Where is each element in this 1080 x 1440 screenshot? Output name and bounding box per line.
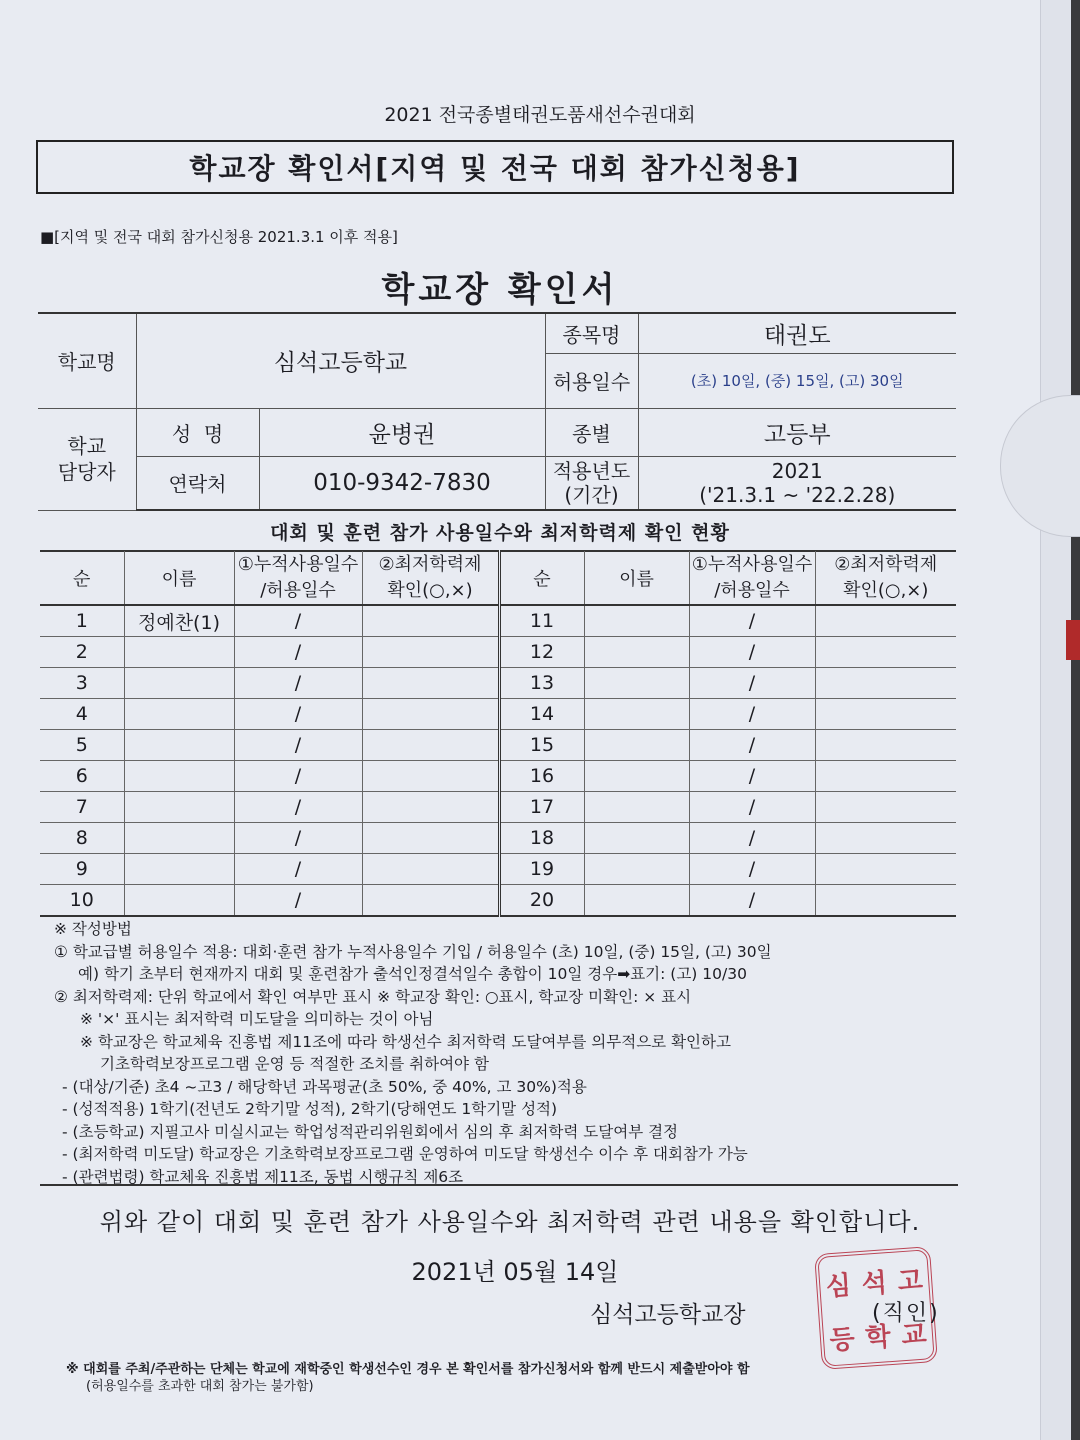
used-days: / [689, 730, 815, 761]
used-days: / [234, 637, 362, 668]
row-number: 2 [40, 637, 124, 668]
student-name [124, 854, 234, 885]
period-label: 적용년도 (기간) [545, 456, 638, 510]
achievement-check [362, 637, 499, 668]
row-number: 15 [499, 730, 584, 761]
used-days: / [234, 823, 362, 854]
records-body [40, 605, 956, 916]
student-name [584, 854, 689, 885]
division-value: 고등부 [638, 408, 956, 456]
achievement-check [362, 823, 499, 854]
used-days: / [234, 605, 362, 637]
used-days: / [689, 637, 815, 668]
school-label: 학교명 [38, 313, 136, 408]
seal-char: 고 [896, 1265, 924, 1297]
header-days-right: ①누적사용일수 /허용일수 [689, 551, 815, 605]
student-name [584, 730, 689, 761]
row-number: 16 [499, 761, 584, 792]
period-value: 2021 ('21.3.1 ~ '22.2.28) [638, 456, 956, 510]
row-number: 3 [40, 668, 124, 699]
student-name [584, 885, 689, 917]
used-days: / [689, 854, 815, 885]
row-number: 5 [40, 730, 124, 761]
instructions [54, 918, 954, 1188]
row-number: 13 [499, 668, 584, 699]
manager-label: 학교 담당자 [38, 408, 136, 510]
row-number: 17 [499, 792, 584, 823]
signer-name: 심석고등학교장 [590, 1302, 746, 1328]
record-row [40, 885, 956, 917]
record-row [40, 730, 956, 761]
instruction-line: 기초학력보장프로그램 운영 등 적절한 조치를 취하여야 함 [100, 1055, 489, 1073]
header-check-right: ②최저학력제 확인(○,×) [815, 551, 956, 605]
achievement-check [815, 699, 956, 730]
used-days: / [689, 668, 815, 699]
achievement-check [362, 699, 499, 730]
used-days: / [234, 668, 362, 699]
row-number: 14 [499, 699, 584, 730]
footnote-sub: (허용일수를 초과한 대회 참가는 불가함) [86, 1379, 314, 1394]
background-red-object [1066, 620, 1080, 660]
divider [40, 1184, 958, 1186]
achievement-check [815, 854, 956, 885]
school-value: 심석고등학교 [136, 313, 545, 408]
instruction-line: ① 학교급별 허용일수 적용: 대회·훈련 참가 누적사용일수 기입 / 허용일수 (초) 10일, (중) 15일, (고) 30일 [54, 942, 772, 961]
achievement-check [362, 668, 499, 699]
achievement-check [362, 885, 499, 917]
achievement-check [815, 761, 956, 792]
allowed-days-value: (초) 10일, (중) 15일, (고) 30일 [638, 353, 956, 408]
record-row [40, 637, 956, 668]
document-title-box: 학교장 확인서[지역 및 전국 대회 참가신청용] [36, 140, 954, 194]
sport-label: 종목명 [545, 313, 638, 353]
record-row [40, 668, 956, 699]
instruction-line: ② 최저학력제: 단위 학교에서 확인 여부만 표시 ※ 학교장 확인: ○표시, 학교장 미확인: × 표시 [54, 987, 692, 1006]
student-name [124, 792, 234, 823]
row-number: 4 [40, 699, 124, 730]
record-row [40, 761, 956, 792]
achievement-check [362, 605, 499, 637]
used-days: / [689, 823, 815, 854]
row-number: 20 [499, 885, 584, 917]
record-row [40, 699, 956, 730]
student-name [124, 637, 234, 668]
achievement-check [362, 854, 499, 885]
student-name [584, 605, 689, 637]
row-number: 9 [40, 854, 124, 885]
row-number: 6 [40, 761, 124, 792]
achievement-check [362, 730, 499, 761]
seal-char: 학 [864, 1321, 892, 1354]
used-days: / [234, 885, 362, 917]
main-title: 학교장 확인서 [381, 270, 619, 310]
header-days-left: ①누적사용일수 /허용일수 [234, 551, 362, 605]
student-name: 정예찬(1) [124, 605, 234, 637]
instruction-line: - (관련법령) 학교체육 진흥법 제11조, 동법 시행규칙 제6조 [62, 1167, 464, 1186]
header-no-left: 순 [40, 551, 124, 605]
row-number: 8 [40, 823, 124, 854]
student-name [124, 823, 234, 854]
info-table [38, 312, 956, 511]
instruction-line: ※ '×' 표시는 최저학력 미도달을 의미하는 것이 아님 [80, 1010, 434, 1028]
header-no-right: 순 [499, 551, 584, 605]
application-note: ■[지역 및 전국 대회 참가신청용 2021.3.1 이후 적용] [40, 228, 398, 246]
records-table [40, 550, 956, 917]
header-name-left: 이름 [124, 551, 234, 605]
seal-char: 심 [824, 1270, 852, 1302]
name-label: 성 명 [136, 408, 259, 456]
header-name-right: 이름 [584, 551, 689, 605]
used-days: / [234, 761, 362, 792]
section-title: 대회 및 훈련 참가 사용일수와 최저학력제 확인 현황 [270, 522, 730, 544]
instruction-line: - (초등학교) 지필고사 미실시교는 학업성적관리위원회에서 심의 후 최저학력 도달여부 결정 [62, 1122, 679, 1141]
achievement-check [815, 885, 956, 917]
student-name [124, 885, 234, 917]
instruction-line: ※ 학교장은 학교체육 진흥법 제11조에 따라 학생선수 최저학력 도달여부를 의무적으로 확인하고 [80, 1032, 731, 1051]
contact-label: 연락처 [136, 456, 259, 510]
instruction-line: 예) 학기 초부터 현재까지 대회 및 훈련참가 출석인정결석일수 총합이 10일 경우➡표기: (고) 10/30 [78, 965, 747, 983]
contact-value: 010-9342-7830 [259, 456, 545, 510]
row-number: 12 [499, 637, 584, 668]
seal-char: 등 [828, 1324, 856, 1356]
used-days: / [234, 792, 362, 823]
student-name [584, 637, 689, 668]
achievement-check [815, 637, 956, 668]
used-days: / [689, 792, 815, 823]
used-days: / [234, 854, 362, 885]
instruction-line: - (최저학력 미도달) 학교장은 기초학력보장프로그램 운영하여 미도달 학생선수 이수 후 대회참가 가능 [62, 1145, 748, 1163]
record-row [40, 823, 956, 854]
student-name [584, 792, 689, 823]
confirmation-statement: 위와 같이 대회 및 훈련 참가 사용일수와 최저학력 관련 내용을 확인합니다. [99, 1208, 921, 1236]
used-days: / [234, 730, 362, 761]
achievement-check [362, 792, 499, 823]
issue-date: 2021년 05월 14일 [411, 1258, 619, 1286]
student-name [124, 699, 234, 730]
seal-mark: (직인) [872, 1301, 940, 1326]
record-row [40, 792, 956, 823]
used-days: / [689, 605, 815, 637]
paper-stack-edge [1040, 0, 1071, 1440]
event-title: 2021 전국종별태권도품새선수권대회 [384, 104, 696, 126]
instruction-line: - (성적적용) 1학기(전년도 2학기말 성적), 2학기(당해연도 1학기말 성적) [62, 1100, 558, 1118]
used-days: / [689, 699, 815, 730]
seal-char: 석 [860, 1267, 888, 1300]
row-number: 19 [499, 854, 584, 885]
achievement-check [815, 605, 956, 637]
row-number: 7 [40, 792, 124, 823]
row-number: 18 [499, 823, 584, 854]
used-days: / [689, 761, 815, 792]
division-label: 종별 [545, 408, 638, 456]
sport-value: 태권도 [638, 313, 956, 353]
student-name [584, 699, 689, 730]
student-name [124, 668, 234, 699]
row-number: 10 [40, 885, 124, 917]
achievement-check [362, 761, 499, 792]
student-name [584, 823, 689, 854]
used-days: / [234, 699, 362, 730]
used-days: / [689, 885, 815, 917]
student-name [124, 761, 234, 792]
record-row [40, 854, 956, 885]
student-name [584, 761, 689, 792]
achievement-check [815, 792, 956, 823]
row-number: 1 [40, 605, 124, 637]
student-name [584, 668, 689, 699]
record-row [40, 605, 956, 637]
student-name [124, 730, 234, 761]
instructions-title: ※ 작성방법 [54, 920, 132, 938]
allowed-days-label: 허용일수 [545, 353, 638, 408]
instruction-line: - (대상/기준) 초4 ~고3 / 해당학년 과목평균(초 50%, 중 40%, 고 30%)적용 [62, 1077, 587, 1096]
achievement-check [815, 730, 956, 761]
footnote: ※ 대회를 주최/주관하는 단체는 학교에 재학중인 학생선수인 경우 본 확인서를 참가신청서와 함께 반드시 제출받아야 함 [66, 1362, 750, 1377]
achievement-check [815, 668, 956, 699]
achievement-check [815, 823, 956, 854]
manager-name-value: 윤병권 [259, 408, 545, 456]
header-check-left: ②최저학력제 확인(○,×) [362, 551, 499, 605]
seal-char: 교 [900, 1319, 928, 1351]
row-number: 11 [499, 605, 584, 637]
